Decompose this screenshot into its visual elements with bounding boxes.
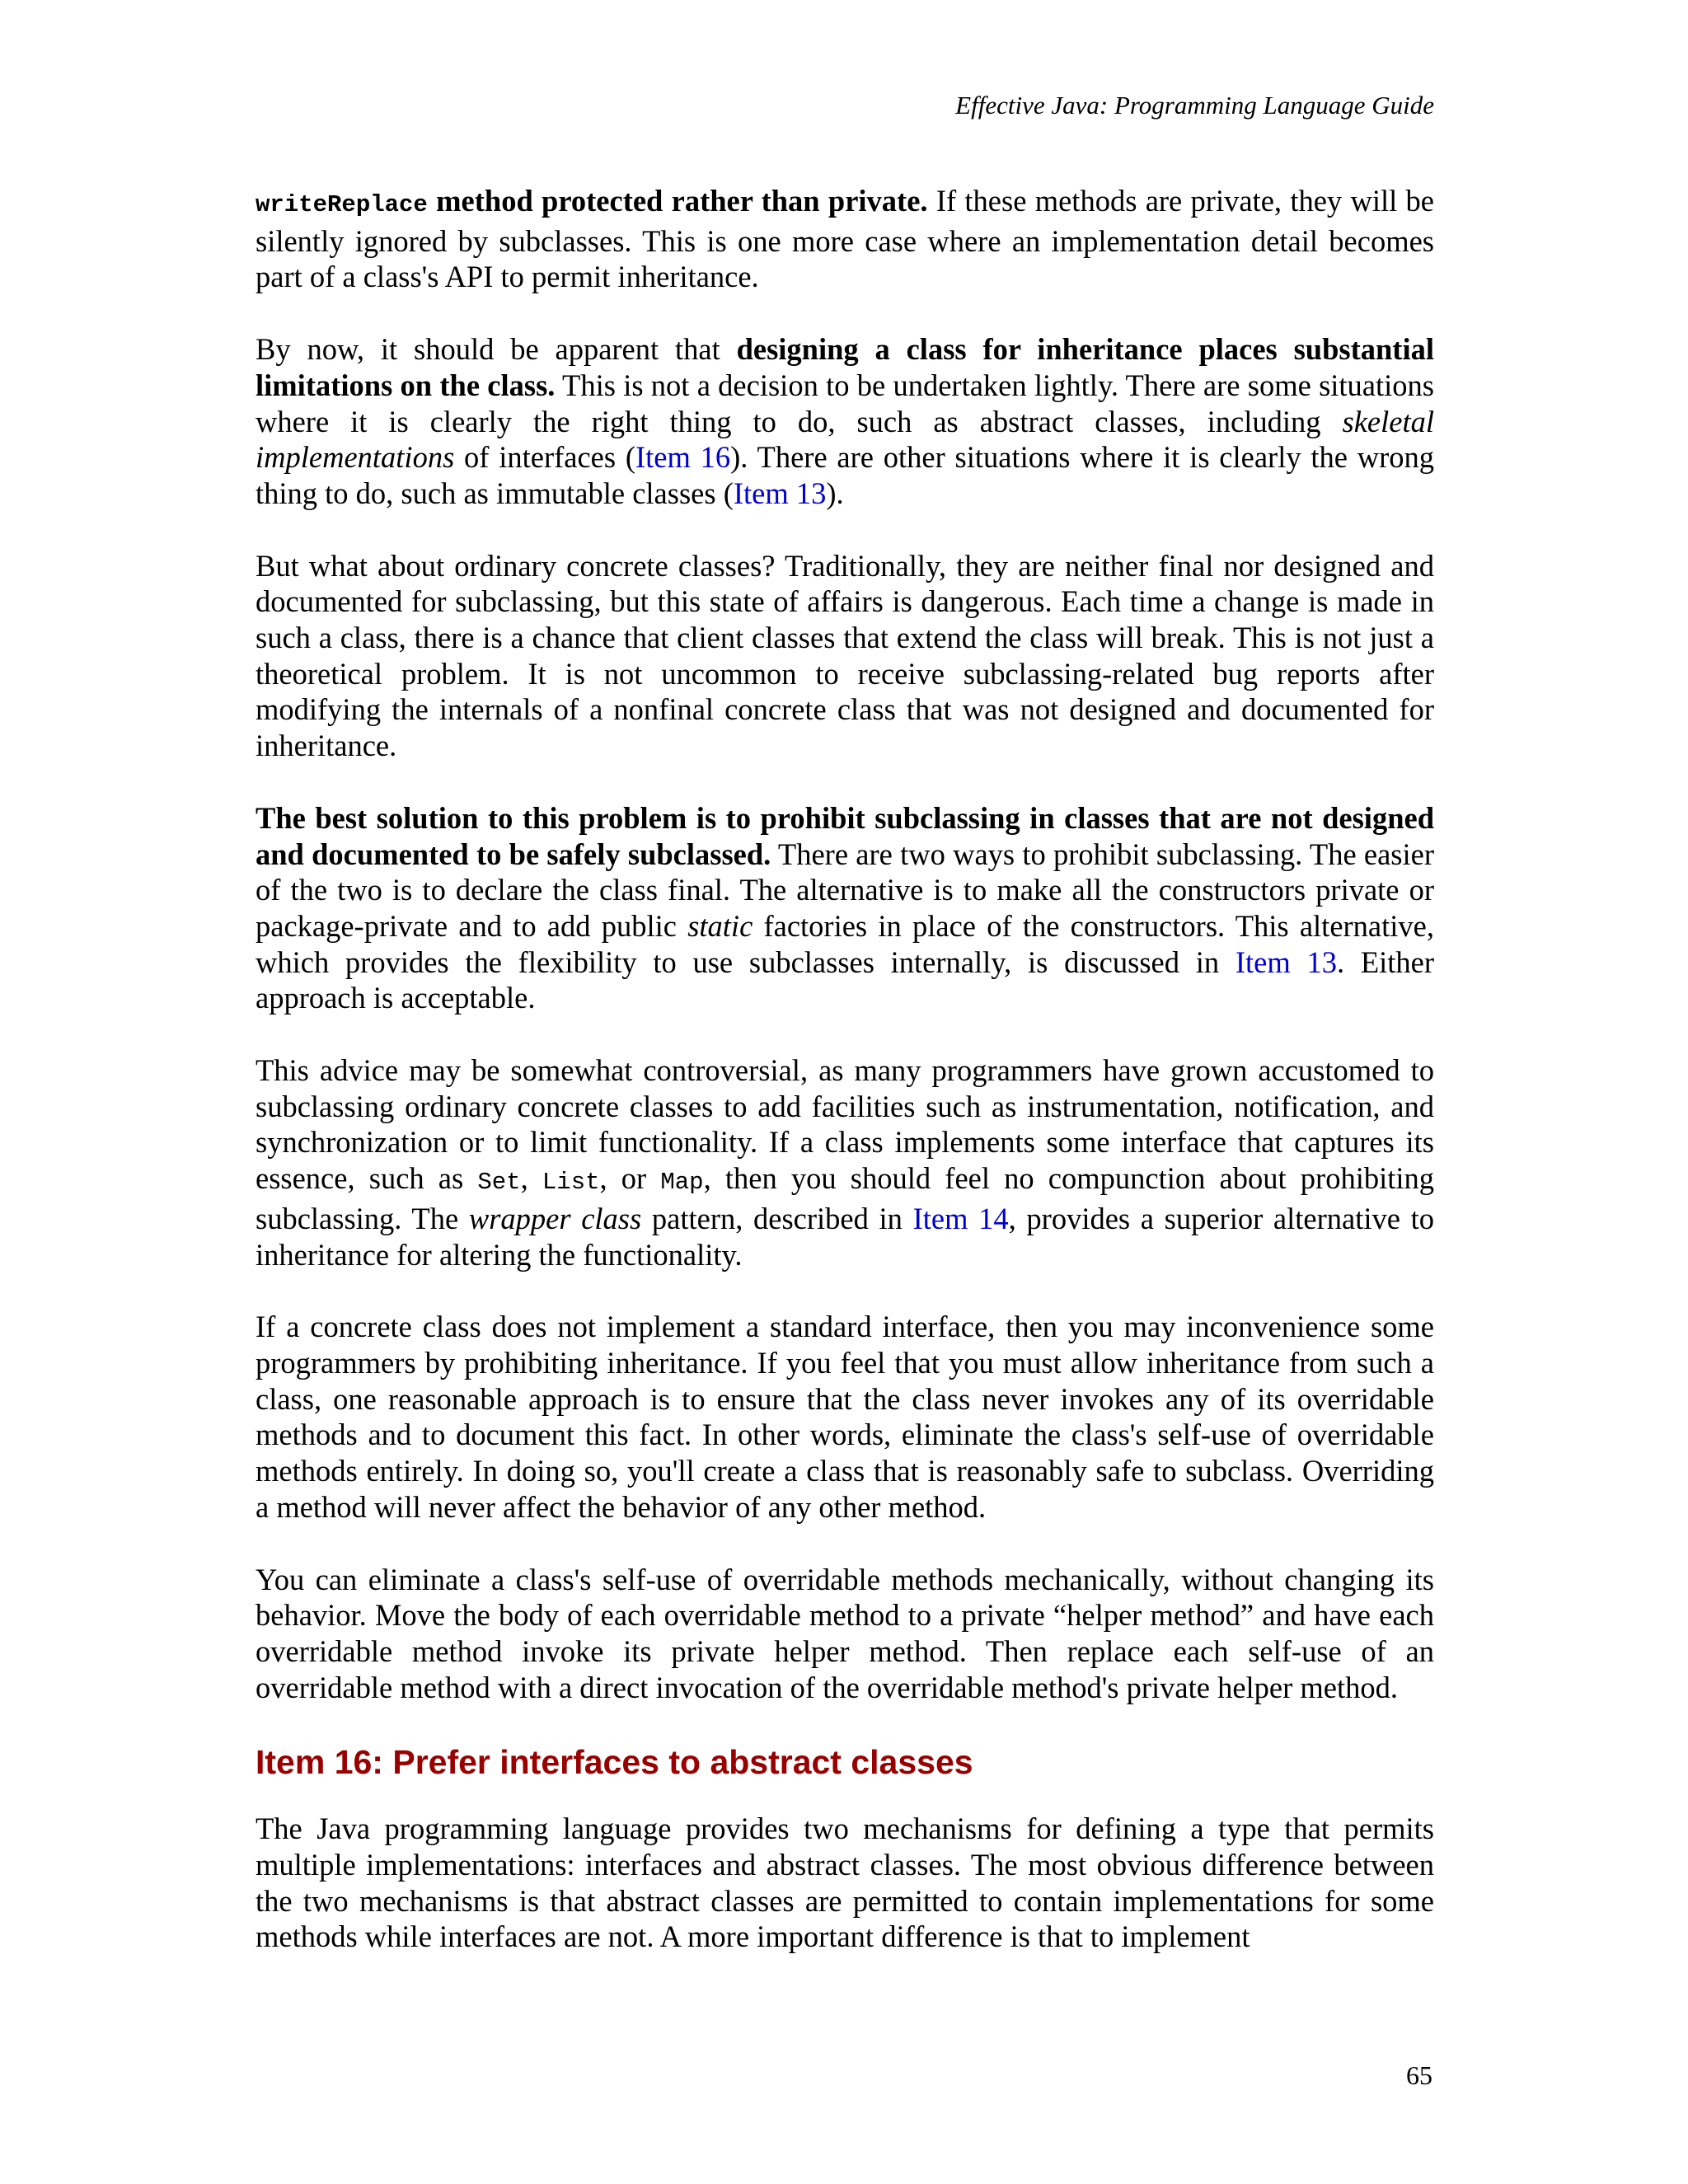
paragraph-text: ). There are other situations where it is clearly the wrong thing to do, such as immutable classes ( (256, 440, 1434, 510)
section-heading: Item 16: Prefer interfaces to abstract classes (256, 1743, 973, 1782)
paragraph-text: This is not a decision to be undertaken lightly. There are some situations where it is clearly the right thing to do, such as abstract classes, including (256, 368, 1434, 438)
separator-text: , or (599, 1161, 661, 1196)
paragraph-text: of interfaces ( (454, 440, 635, 475)
paragraph-text: , then you should feel no compunction about prohibiting subclassing. The (256, 1161, 1435, 1235)
inline-code: List (542, 1169, 600, 1197)
running-header: Effective Java: Programming Language Guide (955, 91, 1434, 120)
item-16-link[interactable]: Item 16 (635, 440, 731, 475)
item-13-link[interactable]: Item 13 (1235, 944, 1337, 979)
paragraph-text: pattern, described in (641, 1201, 913, 1235)
paragraph-text: ). (826, 476, 844, 510)
paragraph-text: By now, it should be apparent that (256, 332, 737, 367)
bold-text: The best solution to this problem is to prohibit subclassing in classes that are not designed and documented to be safely subclassed. (256, 800, 1434, 871)
inline-code: Map (660, 1169, 704, 1197)
paragraph-text: If these methods are private, they will be silently ignored by subclasses. This is one more case where an implementation detail becomes part of a class's API to permit inheritance. (256, 184, 1434, 294)
paragraph-text: , provides a superior alternative to inheritance for altering the functionality. (256, 1201, 1434, 1272)
page-number: 65 (1406, 2060, 1432, 2090)
inline-code: writeReplace (256, 191, 428, 218)
paragraph-text: There are two ways to prohibit subclassing. The easier of the two is to declare the class final. The alternative is to make all the constructors private or package-private and to add public (256, 837, 1435, 943)
separator-text: , (520, 1161, 542, 1196)
paragraph-3: But what about ordinary concrete classes? Traditionally, they are neither final nor designed and documented for subclassing, but this state of affairs is dangerous. Each time a change is made in such a class, there is a chance that client classes that extend the class will break. This is not just a theoretical problem. It is not uncommon to receive subclassing-related bug reports after modifying the internals of a nonfinal concrete class that was not designed and documented for inheritance. (256, 548, 1434, 763)
paragraph-2 (256, 331, 1434, 512)
italic-term: static (687, 908, 753, 943)
item-13-link[interactable]: Item 13 (733, 476, 827, 510)
paragraph-5 (256, 1052, 1434, 1272)
paragraph-text: . Either approach is acceptable. (256, 944, 1435, 1015)
page-body (256, 183, 1434, 1991)
paragraph-7: You can eliminate a class's self-use of overridable methods mechanically, without changing its behavior. Move the body of each overridable method to a private “helper method” and have each overridable method invoke its private helper method. Then replace each self-use of an overridable method with a direct invocation of the overridable method's private helper method. (256, 1562, 1434, 1704)
bold-text: designing a class for inheritance places substantial limitations on the class. (256, 332, 1434, 402)
paragraph-text: factories in place of the constructors. This alternative, which provides the flexibility to use subclasses internally, is discussed in (256, 908, 1434, 979)
paragraph-6: If a concrete class does not implement a standard interface, then you may inconvenience some programmers by prohibiting inheritance. If you feel that you must allow inheritance from such a class, one reasonable approach is to ensure that the class never invokes any of its overridable methods and to document this fact. In other words, eliminate the class's self-use of overridable methods entirely. In doing so, you'll create a class that is reasonably safe to subclass. Overriding a method will never affect the behavior of any other method. (256, 1310, 1434, 1524)
item-14-link[interactable]: Item 14 (912, 1201, 1009, 1235)
paragraph-8: The Java programming language provides two mechanisms for defining a type that permits multiple implementations: interfaces and abstract classes. The most obvious difference between the two mechanisms is that abstract classes are permitted to contain implementations for some methods while interfaces are not. A more important difference is that to implement (256, 1811, 1434, 1954)
italic-term: skeletal implementations (256, 404, 1434, 475)
italic-term: wrapper class (468, 1201, 642, 1235)
paragraph-text: This advice may be somewhat controversial, as many programmers have grown accustomed to subclassing ordinary concrete classes to add facilities such as instrumentation, notification, and synchronization or to limit functionality. If a class implements some interface that captures its essence, such as (256, 1053, 1434, 1196)
inline-code: Set (477, 1169, 521, 1197)
bold-text: method protected rather than private. (427, 184, 928, 218)
paragraph-1 (256, 183, 1434, 295)
paragraph-4 (256, 800, 1434, 1016)
